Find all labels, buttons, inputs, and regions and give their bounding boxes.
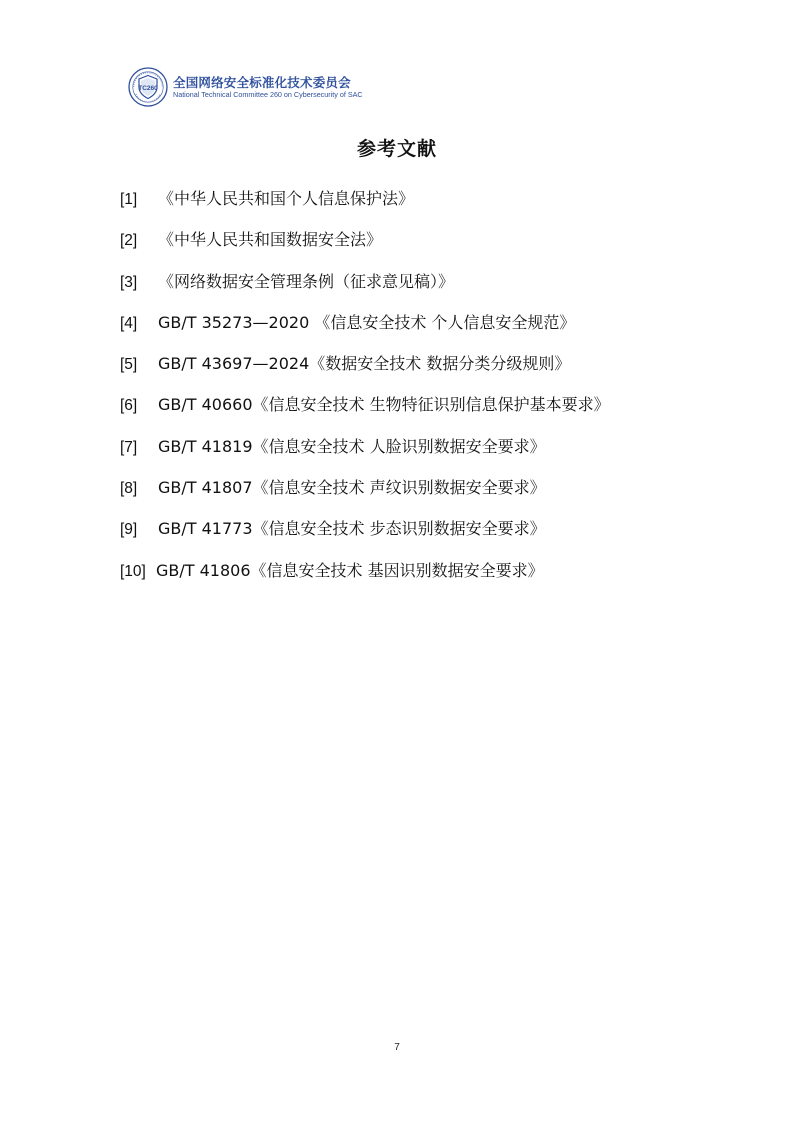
page-header [128,67,363,107]
reference-item-10 [120,558,610,599]
reference-text: GB/T 41806《信息安全技术 基因识别数据安全要求》 [156,560,544,580]
reference-item-7 [120,434,610,475]
reference-item-2 [120,227,610,268]
reference-number: [4] [120,314,138,332]
reference-number: [6] [120,397,138,415]
reference-text: GB/T 41807《信息安全技术 声纹识别数据安全要求》 [158,478,546,498]
org-names [173,75,363,100]
reference-number: [10] [120,562,146,580]
org-name-en: National Technical Committee 260 on Cybersecurity of SAC [173,89,363,99]
reference-number: [3] [120,273,138,291]
reference-text: GB/T 41773《信息安全技术 步态识别数据安全要求》 [158,519,546,539]
reference-text: 《中华人民共和国个人信息保护法》 [158,189,415,208]
reference-text: 《中华人民共和国数据安全法》 [158,230,383,250]
reference-text: GB/T 35273—2020 《信息安全技术 个人信息安全规范》 [158,312,576,332]
reference-number: [9] [120,521,138,539]
reference-item-3 [120,269,610,310]
reference-item-4 [120,310,610,351]
reference-list [120,186,610,599]
reference-item-8 [120,475,610,516]
reference-text: GB/T 41819《信息安全技术 人脸识别数据安全要求》 [158,436,546,456]
reference-text: GB/T 43697—2024《数据安全技术 数据分类分级规则》 [158,354,571,374]
reference-number: [2] [120,232,138,250]
page-title: 参考文献 [356,138,437,160]
org-name-cn: 全国网络安全标准化技术委员会 [173,74,351,90]
reference-item-1 [120,186,610,227]
reference-item-5 [120,351,610,392]
reference-text: 《网络数据安全管理条例（征求意见稿）》 [158,271,455,291]
reference-number: [8] [120,480,138,498]
tc260-seal-icon [128,67,168,107]
reference-item-9 [120,516,610,557]
page-number: 7 [394,1042,400,1053]
reference-text: GB/T 40660《信息安全技术 生物特征识别信息保护基本要求》 [158,395,610,415]
reference-number: [1] [120,191,138,208]
reference-number: [5] [120,356,138,374]
reference-number: [7] [120,438,138,456]
svg-text:TC260: TC260 [138,85,158,92]
reference-item-6 [120,392,610,433]
